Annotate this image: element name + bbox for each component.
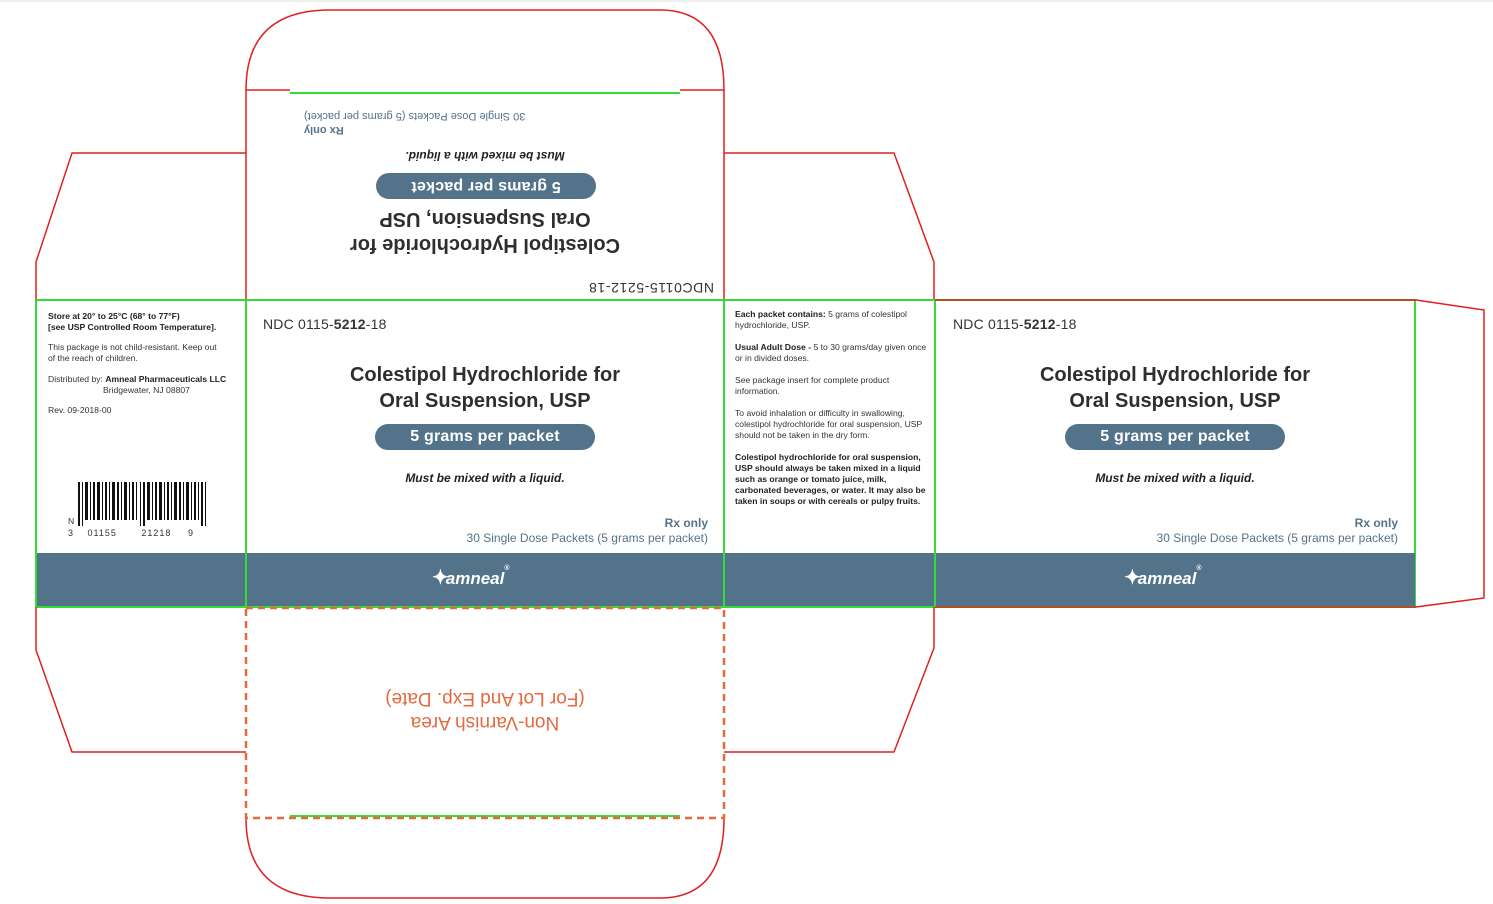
quantity: 30 Single Dose Packets (5 grams per packet) [466, 531, 708, 545]
rx-only: Rx only [664, 516, 708, 530]
mixing-instructions: Colestipol hydrochloride for oral suspension, USP should always be taken mixed in a liquid such as orange or tomato juice, milk, carbonated beverages, or water. It may also be taken in soups or with cereals or pulpy fruits. [735, 452, 926, 506]
top-flap-panel [246, 93, 724, 300]
barcode-left-char: N [68, 516, 75, 526]
dose-text: 5 to 30 grams/day given once or in divided doses. [735, 342, 927, 363]
brand-logo-2: ✦amneal® [1124, 565, 1202, 589]
distributed-label: Distributed by: [48, 374, 103, 384]
contains-text: 5 grams of colestipol hydrochloride, USP. [735, 309, 907, 330]
dose-badge-2: 5 grams per packet [1065, 424, 1285, 450]
flap-rx-only: Rx only [304, 124, 344, 136]
flap-ndc: NDC0115-5212-18 [588, 280, 714, 296]
insert-note: See package insert for complete product information. [735, 375, 890, 396]
dose-badge: 5 grams per packet [375, 424, 595, 450]
band-divider [245, 553, 247, 606]
flap-product-name-line2: Oral Suspension, USP [379, 208, 591, 230]
ndc-number-2: NDC 0115-5212-18 [953, 316, 1077, 332]
product-name-line1-2: Colestipol Hydrochloride for [1039, 364, 1311, 386]
distributor-name: Amneal Pharmaceuticals LLC [105, 374, 227, 384]
info-panel [735, 309, 927, 507]
back-panel [935, 300, 1415, 553]
non-varnish-title: Non-Varnish Area [410, 712, 560, 733]
flap-dose-badge: 5 grams per packet [376, 173, 596, 199]
storage-line2: [see USP Controlled Room Temperature]. [48, 322, 217, 332]
distributor-address: Bridgewater, NJ 08807 [103, 385, 190, 395]
mix-note-2: Must be mixed with a liquid. [1095, 471, 1255, 485]
barcode [74, 480, 214, 530]
inhalation-warning: To avoid inhalation or difficulty in swallowing, colestipol hydrochloride for oral suspension, USP should not be taken in the dry form. [735, 408, 923, 440]
ndc-number: NDC 0115-5212-18 [263, 316, 387, 332]
quantity-2: 30 Single Dose Packets (5 grams per packet) [1156, 531, 1398, 545]
logo-mark-icon: ✦ [1124, 567, 1141, 589]
non-varnish-subtitle: (For Lot And Exp. Date) [385, 688, 585, 709]
flap-quantity: 30 Single Dose Packets (5 grams per packet) [304, 110, 526, 122]
contains-label: Each packet contains: [735, 309, 826, 319]
brand-band [37, 553, 1415, 606]
band-divider [723, 553, 725, 606]
front-panel [246, 300, 724, 553]
child-warning: This package is not child-resistant. Keep out of the reach of children. [48, 342, 217, 363]
barcode-digits: 3 01155 21218 9 [68, 528, 193, 538]
revision: Rev. 09-2018-00 [48, 405, 112, 415]
non-varnish-area [246, 608, 724, 818]
mix-note: Must be mixed with a liquid. [405, 471, 565, 485]
rx-only-2: Rx only [1354, 516, 1398, 530]
brand-logo: ✦amneal® [432, 565, 510, 589]
dose-label: Usual Adult Dose - [735, 342, 812, 352]
flap-mix-note: Must be mixed with a liquid. [405, 149, 565, 163]
product-name-line2: Oral Suspension, USP [379, 390, 591, 412]
side-panel [48, 311, 238, 416]
product-name-line2-2: Oral Suspension, USP [1069, 390, 1281, 412]
logo-mark-icon: ✦ [432, 567, 449, 589]
band-divider [934, 553, 936, 606]
flap-product-name-line1: Colestipol Hydrochloride for [349, 234, 621, 256]
product-name-line1: Colestipol Hydrochloride for [349, 364, 621, 386]
storage-line1: Store at 20° to 25°C (68° to 77°F) [48, 311, 180, 321]
